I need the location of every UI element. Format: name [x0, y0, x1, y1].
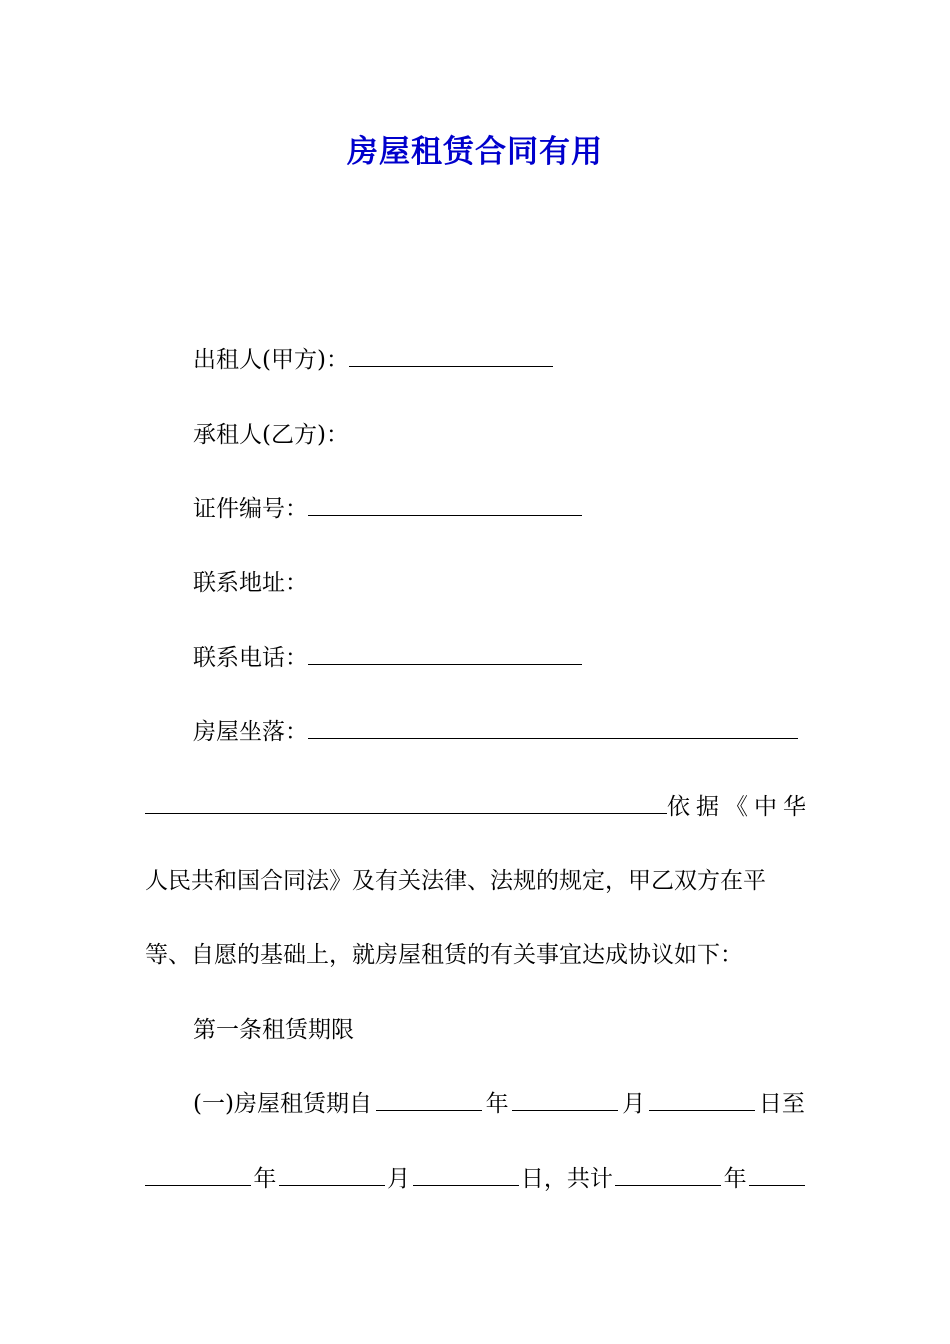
lessor-blank[interactable] [349, 348, 553, 367]
document-title: 房屋租赁合同有用 [347, 134, 603, 170]
article-1-title: 第一条租赁期限 [193, 1017, 354, 1043]
lessor-label: 出租人(甲方)： [193, 347, 349, 373]
start-year-unit: 年 [485, 1091, 509, 1117]
basis-text-3: 等、自愿的基础上，就房屋租赁的有关事宜达成协议如下： [145, 942, 743, 968]
start-year-blank[interactable] [376, 1092, 482, 1111]
term-line-2 [145, 1164, 805, 1194]
id-number-blank[interactable] [308, 497, 582, 516]
basis-line-2 [145, 866, 805, 896]
house-location-label: 房屋坐落： [193, 719, 308, 745]
total-years-blank[interactable] [615, 1167, 721, 1186]
end-month-unit: 月 [387, 1166, 411, 1192]
phone-blank[interactable] [308, 646, 582, 665]
address-line [193, 568, 308, 598]
start-day-blank[interactable] [649, 1092, 755, 1111]
total-years-unit: 年 [723, 1166, 747, 1192]
end-year-blank[interactable] [145, 1167, 251, 1186]
start-month-blank[interactable] [512, 1092, 618, 1111]
lessee-label: 承租人(乙方)： [193, 422, 349, 448]
house-location-blank-continued[interactable] [145, 795, 667, 814]
end-day-blank[interactable] [413, 1167, 519, 1186]
term-prefix: (一)房屋租赁期自 [193, 1091, 372, 1117]
total-months-blank[interactable] [749, 1167, 805, 1186]
lessor-line [193, 345, 553, 375]
address-label: 联系地址： [193, 570, 308, 596]
basis-line-1 [145, 792, 812, 822]
lessee-line [193, 420, 349, 450]
phone-label: 联系电话： [193, 645, 308, 671]
article-1-title-line [193, 1015, 354, 1045]
id-number-line [193, 494, 582, 524]
house-location-line [193, 717, 798, 747]
start-day-unit: 日至 [758, 1091, 805, 1117]
end-month-blank[interactable] [279, 1167, 385, 1186]
start-month-unit: 月 [622, 1091, 646, 1117]
basis-text-1: 依据《中华 [667, 794, 812, 820]
house-location-blank[interactable] [308, 720, 798, 739]
basis-line-3 [145, 940, 805, 970]
term-line-1 [193, 1089, 805, 1119]
end-day-unit: 日，共计 [520, 1166, 613, 1192]
end-year-unit: 年 [253, 1166, 277, 1192]
basis-text-2: 人民共和国合同法》及有关法律、法规的规定，甲乙双方在平 [145, 868, 766, 894]
phone-line [193, 643, 582, 673]
id-number-label: 证件编号： [193, 496, 308, 522]
